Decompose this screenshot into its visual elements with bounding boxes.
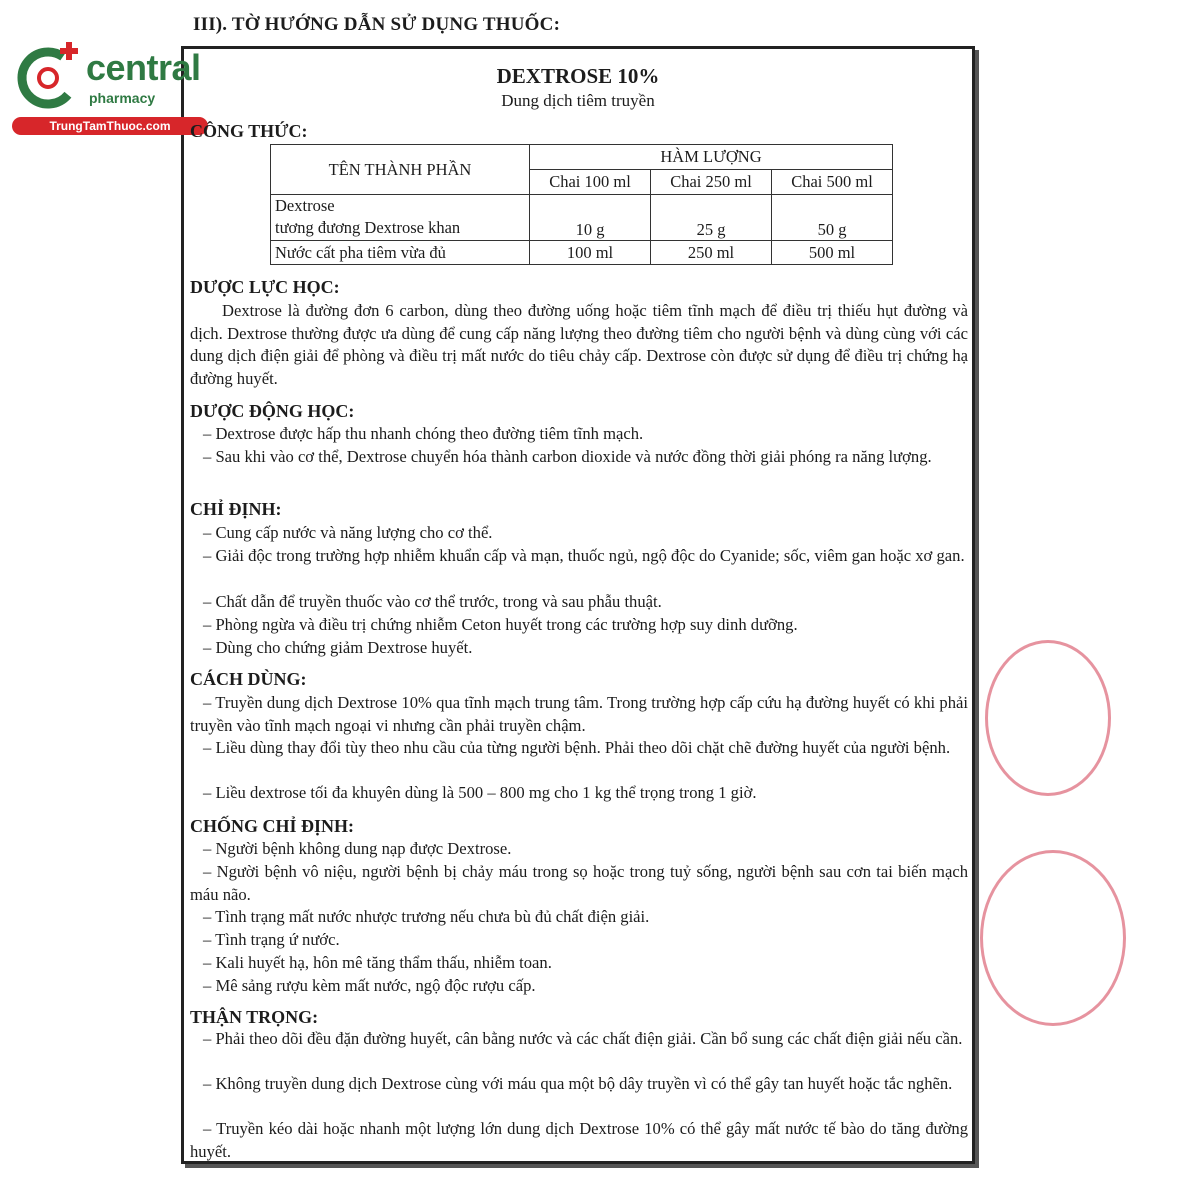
ingredient-name: Nước cất pha tiêm vừa đủ [271, 241, 530, 265]
ingredient-value: 500 ml [772, 241, 893, 265]
formula-heading: CÔNG THỨC: [190, 121, 308, 141]
official-stamp [980, 850, 1126, 1026]
list-item: – Giải độc trong trường hợp nhiễm khuẩn cấp và mạn, thuốc ngủ, ngộ độc do Cyanide; sốc, viêm gan hoặc xơ gan. [203, 546, 965, 565]
section-heading: III). TỜ HƯỚNG DẪN SỬ DỤNG THUỐC: [193, 14, 561, 35]
ingredient-equivalent: tương đương Dextrose khan [275, 218, 461, 237]
list-item: – Dùng cho chứng giảm Dextrose huyết. [203, 638, 473, 657]
list-item: – Liều dùng thay đổi tùy theo nhu cầu của từng người bệnh. Phải theo dõi chặt chẽ đường huyết của người bệnh. [203, 738, 951, 757]
logo-subtitle: pharmacy [89, 90, 156, 106]
document-title: DEXTROSE 10% [496, 64, 660, 88]
contraindications-heading: CHỐNG CHỈ ĐỊNH: [190, 816, 355, 836]
list-item: – Không truyền dung dịch Dextrose cùng với máu qua một bộ dây truyền vì có thể gây tan huyết hoặc tắc nghẽn. [203, 1074, 953, 1093]
list-item: – Truyền kéo dài hoặc nhanh một lượng lớn dung dịch Dextrose 10% có thể gây mất nước tế bào do tăng đường huyết. [190, 1119, 968, 1161]
table-row [271, 241, 893, 265]
list-item: – Phải theo dõi đều đặn đường huyết, cân bằng nước và các chất điện giải. Cần bổ sung các chất điện giải nếu cần. [203, 1029, 963, 1048]
official-stamp [985, 640, 1111, 796]
precautions-heading: THẬN TRỌNG: [190, 1007, 319, 1027]
list-item: – Người bệnh không dung nạp được Dextrose. [203, 839, 512, 858]
ingredients-table [270, 144, 893, 265]
list-item: – Dextrose được hấp thu nhanh chóng theo đường tiêm tĩnh mạch. [203, 424, 644, 443]
pharmacodynamics-heading: DƯỢC LỰC HỌC: [190, 277, 340, 297]
list-item: – Người bệnh vô niệu, người bệnh bị chảy máu trong sọ hoặc trong tuỷ sống, người bệnh sau cơn tai biến mạch máu não. [190, 862, 968, 904]
table-row [271, 195, 893, 241]
ingredient-value: 100 ml [530, 241, 651, 265]
ingredient-value: 25 g [651, 195, 772, 241]
list-item: – Liều dextrose tối đa khuyên dùng là 500 – 800 mg cho 1 kg thể trọng trong 1 giờ. [203, 783, 757, 802]
list-item: – Chất dẫn để truyền thuốc vào cơ thể trước, trong và sau phẫu thuật. [203, 592, 662, 611]
bottle-500-header: Chai 500 ml [772, 170, 893, 195]
bottle-250-header: Chai 250 ml [651, 170, 772, 195]
pharmacodynamics-text: Dextrose là đường đơn 6 carbon, dùng theo đường uống hoặc tiêm tĩnh mạch để điều trị thiếu hụt đường và dịch. Dextrose thường được ưa dùng để cung cấp năng lượng theo đường tiêm cho người bệnh và dùng cùng với các dung dịch điện giải để phòng và điều trị mất nước do tiêu chảy cấp. Dextrose còn được sử dụng để điều trị chứng hạ đường huyết. [190, 301, 968, 388]
ingredient-value: 10 g [530, 195, 651, 241]
list-item: – Kali huyết hạ, hôn mê tăng thẩm thấu, nhiễm toan. [203, 953, 552, 972]
list-item: – Mê sảng rượu kèm mất nước, ngộ độc rượu cấp. [203, 976, 536, 995]
pharmacokinetics-heading: DƯỢC ĐỘNG HỌC: [190, 401, 355, 421]
bottle-100-header: Chai 100 ml [530, 170, 651, 195]
list-item: – Cung cấp nước và năng lượng cho cơ thể. [203, 523, 493, 542]
ingredient-value: 50 g [772, 195, 893, 241]
ingredient-name: Dextrose [275, 196, 335, 215]
dosage-heading: CÁCH DÙNG: [190, 669, 307, 689]
logo-name: central [86, 47, 201, 88]
list-item: – Sau khi vào cơ thể, Dextrose chuyển hóa thành carbon dioxide và nước đồng thời giải phóng ra năng lượng. [203, 447, 932, 466]
col-component-header: TÊN THÀNH PHẦN [271, 145, 530, 195]
logo-site-bar: TrungTamThuoc.com [12, 117, 208, 135]
ingredient-value: 250 ml [651, 241, 772, 265]
list-item: – Truyền dung dịch Dextrose 10% qua tĩnh mạch trung tâm. Trong trường hợp cấp cứu hạ đường huyết có khi phải truyền vào tĩnh mạch ngoại vi nhưng cần phải truyền chậm. [190, 693, 968, 735]
indications-heading: CHỈ ĐỊNH: [190, 499, 282, 519]
col-content-header: HÀM LƯỢNG [530, 145, 893, 170]
list-item: – Tình trạng ứ nước. [203, 930, 340, 949]
list-item: – Phòng ngừa và điều trị chứng nhiễm Ceton huyết trong các trường hợp suy dinh dưỡng. [203, 615, 798, 634]
list-item: – Tình trạng mất nước nhược trương nếu chưa bù đủ chất điện giải. [203, 907, 650, 926]
document-subtitle: Dung dịch tiêm truyền [501, 91, 655, 110]
